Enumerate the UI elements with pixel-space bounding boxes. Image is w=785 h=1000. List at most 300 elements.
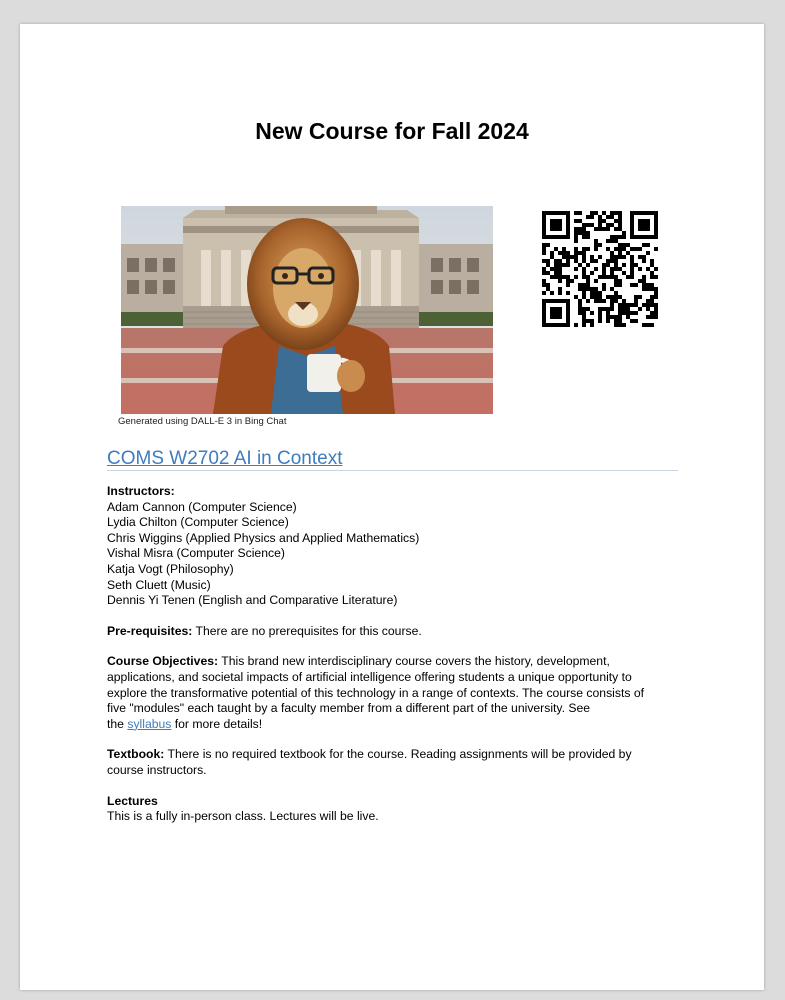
qr-module: [566, 279, 570, 283]
qr-module: [618, 283, 622, 287]
qr-module: [610, 307, 614, 311]
qr-module: [578, 219, 582, 223]
qr-module: [566, 219, 570, 223]
qr-module: [646, 211, 650, 215]
qr-module: [558, 235, 562, 239]
qr-module: [650, 299, 654, 303]
qr-module: [562, 251, 566, 255]
qr-module: [606, 295, 610, 299]
qr-module: [598, 299, 602, 303]
qr-module: [654, 267, 658, 271]
qr-module: [566, 231, 570, 235]
textbook-text: There is no required textbook for the course. Reading assignments will be provided by: [164, 747, 632, 762]
qr-module: [574, 255, 578, 259]
qr-module: [550, 211, 554, 215]
qr-module: [590, 271, 594, 275]
qr-module: [582, 259, 586, 263]
qr-module: [618, 247, 622, 251]
objectives-text-line: applications, and societal impacts of artificial intelligence offering students a unique opportunity to: [107, 669, 632, 684]
qr-module: [574, 247, 578, 251]
qr-module: [554, 299, 558, 303]
qr-module: [622, 307, 626, 311]
qr-module: [542, 303, 546, 307]
qr-module: [582, 223, 586, 227]
qr-module: [594, 291, 598, 295]
qr-module: [594, 287, 598, 291]
qr-module: [546, 259, 550, 263]
qr-module: [618, 219, 622, 223]
qr-module: [610, 239, 614, 243]
qr-module: [606, 215, 610, 219]
qr-module: [642, 255, 646, 259]
qr-module: [646, 287, 650, 291]
qr-module: [618, 211, 622, 215]
qr-module: [586, 223, 590, 227]
qr-module: [654, 247, 658, 251]
syllabus-link[interactable]: syllabus: [127, 716, 172, 731]
instructor-item: Katja Vogt (Philosophy): [107, 561, 234, 576]
qr-module: [610, 287, 614, 291]
qr-module: [598, 319, 602, 323]
qr-module: [558, 311, 562, 315]
qr-module: [650, 263, 654, 267]
qr-module: [614, 275, 618, 279]
prerequisites-text: There are no prerequisites for this course.: [192, 623, 422, 638]
qr-module: [550, 219, 554, 223]
lectures-text: This is a fully in-person class. Lectures will be live.: [107, 809, 379, 824]
qr-module: [554, 247, 558, 251]
qr-module: [542, 251, 546, 255]
qr-module: [578, 251, 582, 255]
qr-module: [562, 275, 566, 279]
qr-module: [566, 263, 570, 267]
qr-module: [558, 287, 562, 291]
qr-module: [562, 235, 566, 239]
qr-module: [558, 227, 562, 231]
qr-module: [566, 291, 570, 295]
qr-module: [566, 215, 570, 219]
qr-module: [582, 235, 586, 239]
qr-module: [582, 231, 586, 235]
qr-module: [610, 295, 614, 299]
qr-module: [586, 279, 590, 283]
qr-module: [646, 267, 650, 271]
qr-module: [542, 315, 546, 319]
qr-module: [614, 263, 618, 267]
qr-module: [554, 211, 558, 215]
qr-module: [650, 235, 654, 239]
instructor-item: Seth Cluett (Music): [107, 577, 211, 592]
qr-module: [602, 275, 606, 279]
qr-module: [550, 255, 554, 259]
instructor-item: Dennis Yi Tenen (English and Comparative Literature): [107, 593, 398, 608]
qr-module: [638, 235, 642, 239]
qr-module: [626, 311, 630, 315]
qr-module: [582, 287, 586, 291]
qr-module: [598, 315, 602, 319]
qr-module: [618, 295, 622, 299]
qr-module: [602, 263, 606, 267]
qr-module: [650, 295, 654, 299]
qr-module: [614, 315, 618, 319]
qr-module: [578, 231, 582, 235]
qr-module: [554, 227, 558, 231]
qr-module: [654, 223, 658, 227]
qr-module: [610, 315, 614, 319]
qr-module: [646, 223, 650, 227]
qr-module: [542, 259, 546, 263]
qr-module: [630, 227, 634, 231]
qr-module: [558, 219, 562, 223]
qr-module: [622, 263, 626, 267]
qr-module: [546, 211, 550, 215]
qr-module: [602, 227, 606, 231]
qr-module: [618, 315, 622, 319]
qr-module: [542, 279, 546, 283]
qr-module: [546, 299, 550, 303]
qr-module: [566, 319, 570, 323]
qr-module: [598, 255, 602, 259]
qr-module: [634, 247, 638, 251]
qr-module: [630, 267, 634, 271]
qr-module: [566, 311, 570, 315]
qr-module: [582, 267, 586, 271]
qr-code[interactable]: [542, 211, 658, 327]
qr-module: [646, 235, 650, 239]
qr-module: [586, 263, 590, 267]
qr-module: [566, 307, 570, 311]
qr-module: [542, 247, 546, 251]
qr-module: [638, 279, 642, 283]
qr-module: [634, 303, 638, 307]
qr-module: [610, 255, 614, 259]
qr-module: [630, 283, 634, 287]
qr-module: [622, 323, 626, 327]
qr-module: [550, 323, 554, 327]
qr-module: [638, 223, 642, 227]
heading-divider: [107, 470, 678, 471]
qr-module: [546, 283, 550, 287]
qr-module: [614, 299, 618, 303]
qr-module: [642, 279, 646, 283]
qr-module: [554, 275, 558, 279]
qr-module: [590, 211, 594, 215]
qr-module: [550, 267, 554, 271]
qr-module: [650, 287, 654, 291]
qr-module: [554, 315, 558, 319]
qr-module: [614, 291, 618, 295]
course-details: [107, 484, 682, 825]
qr-module: [542, 271, 546, 275]
qr-module: [622, 243, 626, 247]
qr-module: [654, 215, 658, 219]
qr-module: [630, 275, 634, 279]
qr-module: [606, 259, 610, 263]
qr-module: [594, 227, 598, 231]
qr-module: [558, 267, 562, 271]
qr-module: [622, 303, 626, 307]
qr-module: [602, 267, 606, 271]
qr-module: [606, 223, 610, 227]
qr-module: [638, 307, 642, 311]
qr-module: [598, 311, 602, 315]
qr-module: [554, 307, 558, 311]
qr-module: [554, 259, 558, 263]
qr-module: [550, 227, 554, 231]
qr-module: [630, 303, 634, 307]
qr-module: [598, 307, 602, 311]
qr-module: [634, 263, 638, 267]
qr-module: [586, 247, 590, 251]
qr-module: [582, 323, 586, 327]
qr-module: [614, 323, 618, 327]
qr-module: [554, 323, 558, 327]
qr-module: [574, 219, 578, 223]
qr-module: [646, 227, 650, 231]
qr-module: [630, 259, 634, 263]
qr-module: [598, 219, 602, 223]
qr-module: [654, 211, 658, 215]
document-page: [20, 24, 764, 990]
qr-module: [642, 323, 646, 327]
qr-module: [590, 287, 594, 291]
qr-module: [558, 299, 562, 303]
qr-module: [646, 251, 650, 255]
course-title-link[interactable]: COMS W2702 AI in Context: [107, 448, 343, 469]
objectives-label: Course Objectives:: [107, 654, 219, 669]
qr-module: [542, 235, 546, 239]
qr-module: [574, 295, 578, 299]
qr-module: [586, 275, 590, 279]
qr-module: [590, 223, 594, 227]
qr-module: [638, 247, 642, 251]
qr-module: [558, 259, 562, 263]
qr-module: [602, 287, 606, 291]
qr-module: [610, 223, 614, 227]
qr-module: [574, 231, 578, 235]
qr-module: [578, 263, 582, 267]
qr-module: [574, 235, 578, 239]
qr-module: [582, 291, 586, 295]
qr-module: [630, 255, 634, 259]
instructor-item: Vishal Misra (Computer Science): [107, 546, 285, 561]
qr-module: [618, 235, 622, 239]
qr-module: [630, 247, 634, 251]
qr-module: [566, 323, 570, 327]
qr-module: [626, 307, 630, 311]
qr-module: [582, 271, 586, 275]
qr-module: [598, 215, 602, 219]
qr-module: [550, 275, 554, 279]
instructor-item: Chris Wiggins (Applied Physics and Applied Mathematics): [107, 530, 420, 545]
qr-module: [622, 247, 626, 251]
qr-module: [646, 303, 650, 307]
qr-module: [582, 275, 586, 279]
qr-module: [630, 235, 634, 239]
qr-module: [614, 255, 618, 259]
qr-module: [582, 295, 586, 299]
qr-module: [542, 219, 546, 223]
qr-module: [606, 311, 610, 315]
qr-module: [618, 215, 622, 219]
qr-module: [638, 267, 642, 271]
qr-module: [590, 255, 594, 259]
qr-module: [566, 235, 570, 239]
qr-module: [594, 295, 598, 299]
qr-module: [594, 279, 598, 283]
lion-illustration: [121, 206, 493, 414]
qr-module: [654, 219, 658, 223]
qr-module: [618, 255, 622, 259]
qr-module: [586, 319, 590, 323]
qr-module: [558, 307, 562, 311]
qr-module: [630, 219, 634, 223]
qr-module: [566, 303, 570, 307]
qr-module: [642, 275, 646, 279]
qr-module: [558, 251, 562, 255]
qr-module: [598, 223, 602, 227]
qr-module: [646, 307, 650, 311]
qr-module: [618, 319, 622, 323]
qr-module: [642, 227, 646, 231]
qr-module: [574, 267, 578, 271]
qr-module: [578, 307, 582, 311]
qr-module: [550, 235, 554, 239]
qr-module: [598, 243, 602, 247]
qr-module: [646, 323, 650, 327]
qr-module: [618, 279, 622, 283]
qr-module: [562, 299, 566, 303]
qr-module: [642, 283, 646, 287]
qr-module: [586, 307, 590, 311]
qr-module: [586, 299, 590, 303]
objectives-text-line: explore the transformative potential of this technology in a range of contexts. The course consists of: [107, 685, 644, 700]
qr-module: [634, 211, 638, 215]
qr-module: [562, 211, 566, 215]
qr-module: [654, 303, 658, 307]
objectives-last-line: [107, 717, 682, 733]
qr-module: [546, 287, 550, 291]
qr-module: [542, 223, 546, 227]
qr-module: [606, 227, 610, 231]
qr-module: [566, 223, 570, 227]
qr-module: [602, 299, 606, 303]
qr-module: [602, 283, 606, 287]
qr-module: [606, 247, 610, 251]
qr-module: [610, 267, 614, 271]
qr-module: [606, 239, 610, 243]
qr-module: [566, 315, 570, 319]
qr-module: [610, 215, 614, 219]
qr-module: [614, 247, 618, 251]
qr-module: [642, 303, 646, 307]
qr-module: [554, 271, 558, 275]
qr-module: [542, 211, 546, 215]
qr-module: [642, 211, 646, 215]
qr-module: [626, 251, 630, 255]
qr-module: [582, 319, 586, 323]
qr-module: [590, 291, 594, 295]
qr-module: [630, 271, 634, 275]
qr-module: [610, 211, 614, 215]
qr-module: [542, 227, 546, 231]
qr-module: [542, 215, 546, 219]
qr-module: [574, 239, 578, 243]
qr-module: [610, 299, 614, 303]
qr-module: [630, 215, 634, 219]
qr-module: [562, 247, 566, 251]
qr-module: [646, 299, 650, 303]
qr-module: [582, 227, 586, 231]
qr-module: [566, 251, 570, 255]
qr-module: [546, 323, 550, 327]
qr-module: [634, 311, 638, 315]
qr-module: [646, 219, 650, 223]
page-title: New Course for Fall 2024: [255, 118, 529, 144]
qr-module: [626, 275, 630, 279]
qr-module: [582, 315, 586, 319]
qr-module: [550, 223, 554, 227]
qr-module: [630, 231, 634, 235]
qr-module: [598, 295, 602, 299]
qr-module: [550, 307, 554, 311]
qr-module: [550, 299, 554, 303]
qr-module: [626, 315, 630, 319]
qr-module: [586, 287, 590, 291]
qr-module: [622, 231, 626, 235]
qr-module: [566, 227, 570, 231]
qr-module: [650, 315, 654, 319]
prerequisites-paragraph: [107, 624, 682, 640]
qr-module: [610, 235, 614, 239]
objectives-pre-link: the: [107, 716, 128, 731]
qr-module: [574, 227, 578, 231]
qr-module: [594, 211, 598, 215]
qr-module: [558, 271, 562, 275]
qr-module: [626, 243, 630, 247]
qr-module: [582, 283, 586, 287]
qr-module: [654, 307, 658, 311]
qr-module: [622, 271, 626, 275]
qr-module: [586, 283, 590, 287]
qr-module: [618, 223, 622, 227]
qr-module: [550, 311, 554, 315]
qr-module: [566, 283, 570, 287]
qr-module: [614, 259, 618, 263]
qr-module: [578, 227, 582, 231]
qr-module: [630, 311, 634, 315]
qr-module: [594, 299, 598, 303]
qr-module: [634, 283, 638, 287]
qr-module: [554, 311, 558, 315]
qr-module: [642, 259, 646, 263]
qr-module: [638, 227, 642, 231]
qr-module: [618, 311, 622, 315]
qr-module: [590, 323, 594, 327]
qr-module: [598, 291, 602, 295]
qr-module: [542, 267, 546, 271]
qr-module: [542, 283, 546, 287]
qr-module: [578, 211, 582, 215]
qr-module: [630, 319, 634, 323]
qr-module: [622, 299, 626, 303]
qr-module: [566, 255, 570, 259]
objectives-post-link: for more details!: [171, 716, 263, 731]
objectives-paragraph: [107, 654, 682, 670]
qr-module: [586, 215, 590, 219]
qr-module: [586, 231, 590, 235]
qr-module: [562, 263, 566, 267]
